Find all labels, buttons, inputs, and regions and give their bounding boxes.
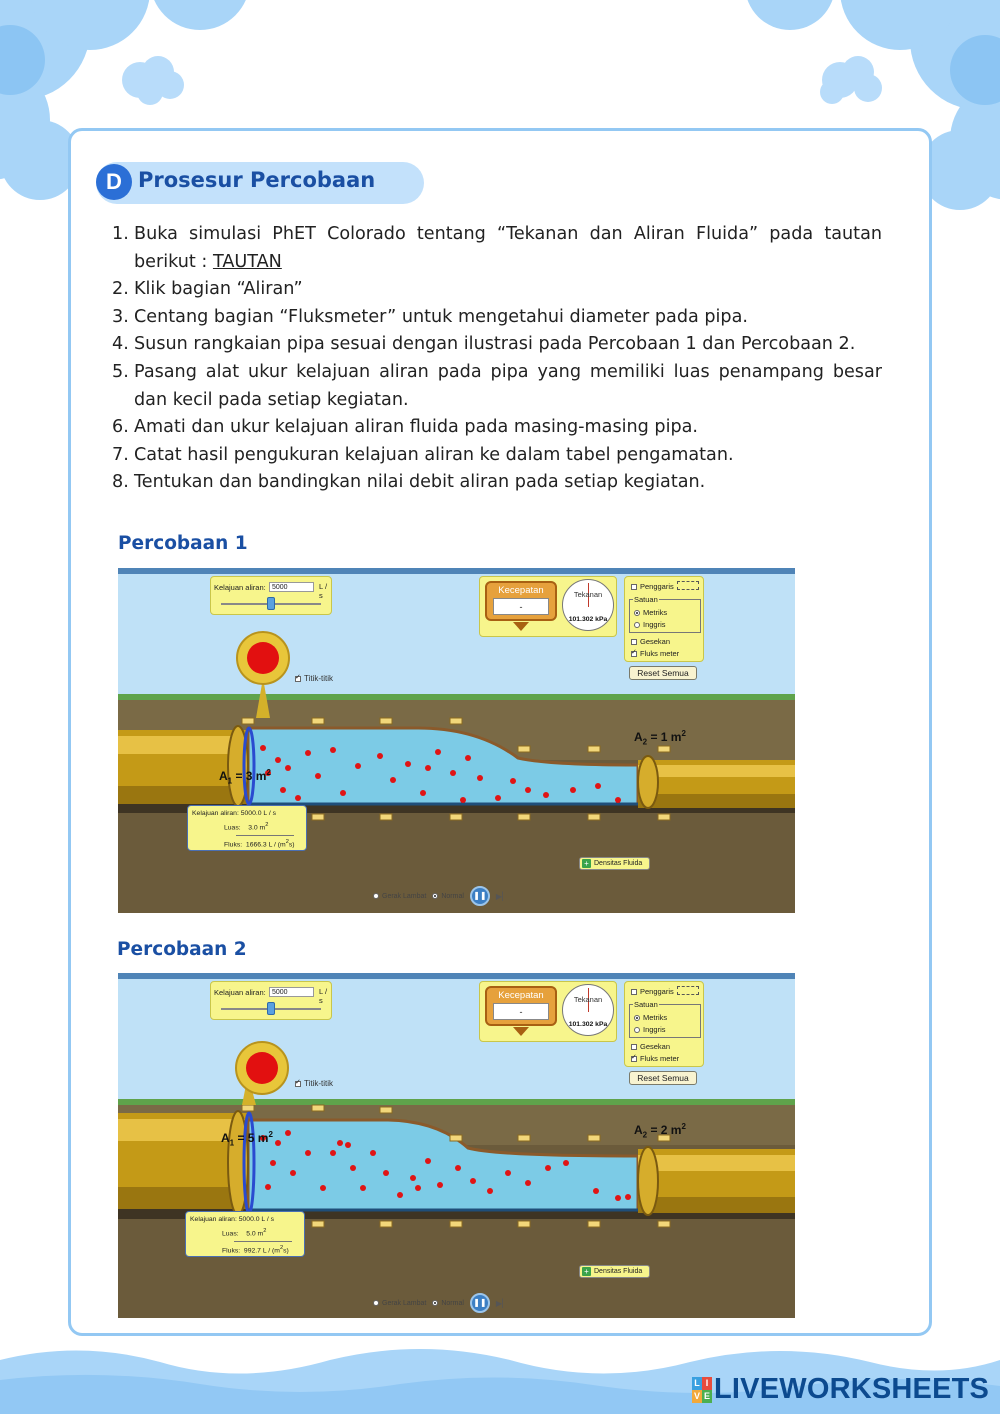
list-item: 7. Catat hasil pengukuran kelajuan aliran ke dalam tabel pengamatan. (112, 444, 734, 465)
list-item: 2. Klik bagian “Aliran” (112, 279, 303, 300)
reset-all-button[interactable]: Reset Semua (629, 1071, 697, 1085)
tautan-link[interactable]: TAUTAN (212, 251, 282, 272)
speed-meter[interactable]: Kecepatan - (485, 581, 557, 621)
simulation-1 (118, 568, 795, 913)
english-radio[interactable]: Inggris (634, 620, 666, 629)
playback-controls (373, 886, 508, 906)
ruler-checkbox[interactable]: Penggaris (631, 582, 674, 591)
flow-rate-slider-thumb[interactable] (267, 597, 275, 610)
area-right-label: $A_2 = 1$ $m^2$ (634, 729, 686, 747)
options-panel: Penggaris Satuan Metriks Inggris Gesekan ✓ Fluks meter (624, 576, 704, 662)
plus-icon: + (582, 859, 591, 868)
speed-pressure-panel (479, 576, 617, 637)
friction-checkbox[interactable]: Gesekan (631, 1042, 670, 1051)
reset-all-button[interactable]: Reset Semua (629, 666, 697, 680)
procedure-steps (112, 221, 882, 497)
pause-button[interactable]: ❚❚ (470, 1293, 490, 1313)
dots-checkbox[interactable]: ✓ Titik-titik (295, 674, 333, 683)
metric-radio[interactable]: Metriks (634, 1013, 667, 1022)
list-item: 8. Tentukan dan bandingkan nilai debit aliran pada setiap kegiatan. (112, 472, 706, 493)
flow-rate-slider-thumb[interactable] (267, 1002, 275, 1015)
fluid-density-button[interactable]: + Densitas Fluida (579, 1265, 650, 1278)
slow-motion-radio[interactable]: Gerak Lambat (373, 1300, 426, 1307)
flow-rate-input[interactable]: 5000 (269, 582, 314, 592)
step-forward-icon[interactable]: ▶▏ (495, 891, 509, 901)
flow-rate-panel: Kelajuan aliran: 5000 L / s (210, 981, 332, 1020)
fluxmeter-checkbox[interactable]: ✓ Fluks meter (631, 649, 679, 658)
pressure-gauge[interactable]: Tekanan 101.302 kPa (562, 579, 614, 631)
list-item: 3. Centang bagian “Fluksmeter” untuk mengetahui diameter pada pipa. (112, 306, 748, 327)
area-left-label: $A_1 = 3$ $m^2$ (219, 768, 271, 786)
section-letter-badge: D (96, 164, 132, 200)
speed-meter-pointer-icon (513, 1027, 529, 1036)
normal-speed-radio[interactable]: Normal (432, 893, 464, 900)
experiment-2-title: Percobaan 2 (117, 939, 247, 960)
slow-motion-radio[interactable]: Gerak Lambat (373, 893, 426, 900)
playback-controls (373, 1293, 508, 1313)
section-title: Prosesur Percobaan (138, 168, 376, 192)
speed-meter[interactable]: Kecepatan - (485, 986, 557, 1026)
liveworksheets-icon: L I V E (693, 1378, 710, 1401)
experiment-1-title: Percobaan 1 (118, 533, 248, 554)
list-item: 1. Buka simulasi PhET Colorado tentang “Tekanan dan Aliran Fluida” pada tautan berikut : TAUTAN (112, 224, 882, 272)
metric-radio[interactable]: Metriks (634, 608, 667, 617)
normal-speed-radio[interactable]: Normal (432, 1300, 464, 1307)
fluxmeter-readout[interactable]: Kelajuan aliran: 5000.0 L / s Luas: 3.0 $m^2$ Fluks: 1666.3 L / $(m^2s)$ (187, 805, 307, 851)
flow-rate-input[interactable]: 5000 (269, 987, 314, 997)
fluxmeter-readout[interactable]: Kelajuan aliran: 5000.0 L / s Luas: 5.0 $m^2$ Fluks: 992.7 L / $(m^2s)$ (185, 1211, 305, 1257)
flow-rate-panel: Kelajuan aliran: 5000 L / s (210, 576, 332, 615)
ruler-icon (677, 581, 699, 590)
brand-text: LIVEWORKSHEETS (714, 1373, 990, 1405)
area-right-label: $A_2 = 2$ $m^2$ (634, 1122, 686, 1140)
options-panel: Penggaris Satuan Metriks Inggris Gesekan ✓ Fluks meter (624, 981, 704, 1067)
simulation-2 (118, 973, 795, 1318)
pressure-gauge[interactable]: Tekanan 101.302 kPa (562, 984, 614, 1036)
ruler-icon (677, 986, 699, 995)
ruler-checkbox[interactable]: Penggaris (631, 987, 674, 996)
friction-checkbox[interactable]: Gesekan (631, 637, 670, 646)
fluid-density-button[interactable]: + Densitas Fluida (579, 857, 650, 870)
list-item: 5. Pasang alat ukur kelajuan aliran pada pipa yang memiliki luas penampang besar dan kecil pada setiap kegiatan. (112, 361, 882, 410)
english-radio[interactable]: Inggris (634, 1025, 666, 1034)
liveworksheets-logo[interactable] (692, 1373, 989, 1406)
pause-button[interactable]: ❚❚ (470, 886, 490, 906)
dots-checkbox[interactable]: ✓ Titik-titik (295, 1079, 333, 1088)
list-item: 4. Susun rangkaian pipa sesuai dengan ilustrasi pada Percobaan 1 dan Percobaan 2. (112, 334, 856, 355)
plus-icon: + (582, 1267, 591, 1276)
fluxmeter-checkbox[interactable]: ✓ Fluks meter (631, 1054, 679, 1063)
area-left-label: $A_1 = 5$ $m^2$ (221, 1130, 273, 1148)
list-item: 6. Amati dan ukur kelajuan aliran fluida pada masing-masing pipa. (112, 417, 699, 438)
step-forward-icon[interactable]: ▶▏ (495, 1298, 509, 1308)
speed-meter-pointer-icon (513, 622, 529, 631)
speed-pressure-panel (479, 981, 617, 1042)
